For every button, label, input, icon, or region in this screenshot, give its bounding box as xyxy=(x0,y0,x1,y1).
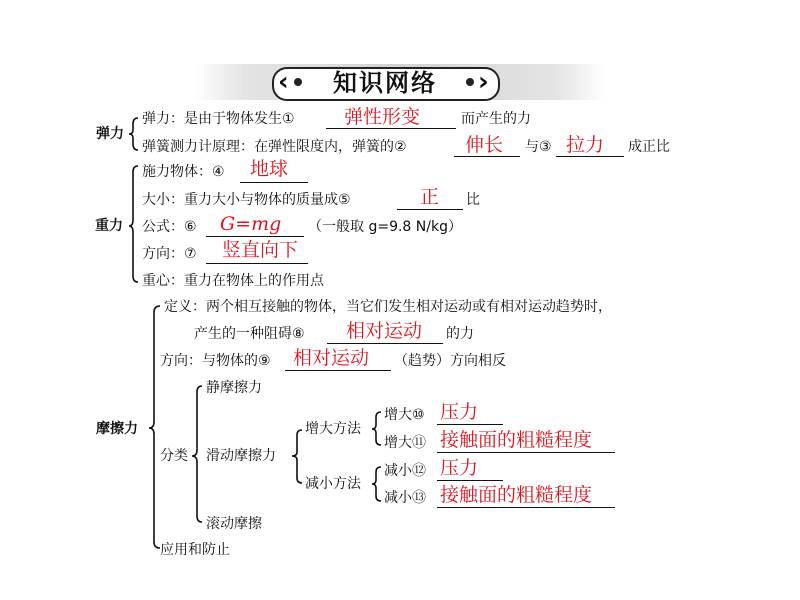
rolling-friction: 滚动摩擦 xyxy=(206,516,262,532)
answer-3: 拉力 xyxy=(566,134,605,156)
blank-9 xyxy=(285,370,391,371)
blank-10 xyxy=(437,424,503,425)
blank-12 xyxy=(437,480,503,481)
increase-1-prefix: 增大⑩ xyxy=(384,407,425,423)
static-friction: 静摩擦力 xyxy=(206,380,262,396)
answer-2: 伸长 xyxy=(465,134,504,156)
spring-principle-mid: 与③ xyxy=(525,139,552,155)
blank-13 xyxy=(437,507,615,508)
gravity-size-suffix: 比 xyxy=(466,192,480,208)
blank-4 xyxy=(240,182,308,183)
decrease-2-prefix: 减小⑬ xyxy=(384,490,426,506)
gravity-formula-prefix: 公式：⑥ xyxy=(142,219,197,235)
blank-5 xyxy=(397,209,463,210)
brace-sliding xyxy=(292,430,302,483)
friction-def-line2-suffix: 的力 xyxy=(446,326,474,342)
answer-6: G=mg xyxy=(220,213,282,235)
elastic-def-prefix: 弹力：是由于物体发生① xyxy=(142,111,295,127)
answer-12: 压力 xyxy=(440,457,479,479)
gravity-label: 重力 xyxy=(95,218,123,234)
answer-9: 相对运动 xyxy=(293,347,370,369)
blank-2 xyxy=(454,156,520,157)
brace-increase xyxy=(372,412,381,445)
decrease-methods: 减小方法 xyxy=(305,476,361,492)
brace-classify xyxy=(192,386,202,522)
elastic-def-suffix: 而产生的力 xyxy=(461,111,531,127)
gravity-formula-note: （一般取 g=9.8 N/kg） xyxy=(308,219,462,235)
friction-direction-suffix: （趋势）方向相反 xyxy=(394,353,506,369)
answer-1: 弹性形变 xyxy=(344,106,421,128)
answer-7: 竖直向下 xyxy=(222,239,299,261)
answer-4: 地球 xyxy=(250,158,289,180)
blank-1 xyxy=(326,128,456,129)
increase-2-prefix: 增大⑪ xyxy=(384,435,426,451)
answer-13: 接触面的粗糙程度 xyxy=(440,484,593,506)
banner-title: 知识网络 xyxy=(333,69,437,97)
blank-3 xyxy=(556,156,624,157)
answer-11: 接触面的粗糙程度 xyxy=(440,429,593,451)
blank-11 xyxy=(437,452,615,453)
brace-elastic xyxy=(129,118,138,150)
gravity-source-prefix: 施力物体：④ xyxy=(142,164,225,180)
friction-def-line2-prefix: 产生的一种阻碍⑧ xyxy=(194,326,305,342)
gravity-direction-prefix: 方向：⑦ xyxy=(142,246,197,262)
decrease-1-prefix: 减小⑫ xyxy=(384,463,426,479)
answer-5: 正 xyxy=(420,186,440,208)
chevron-left-icon: ‹ xyxy=(278,67,289,97)
gravity-center: 重心：重力在物体上的作用点 xyxy=(142,273,324,289)
blank-8 xyxy=(327,343,443,344)
spring-principle-suffix: 成正比 xyxy=(628,139,670,155)
increase-methods: 增大方法 xyxy=(305,421,361,437)
brace-gravity xyxy=(129,166,138,282)
friction-def-line1: 定义：两个相互接触的物体，当它们发生相对运动或有相对运动趋势时， xyxy=(164,299,612,315)
brace-decrease xyxy=(372,467,381,501)
elastic-label: 弹力 xyxy=(96,126,124,142)
blank-6 xyxy=(206,236,304,237)
friction-direction-prefix: 方向：与物体的⑨ xyxy=(160,353,271,369)
classify-label: 分类 xyxy=(160,448,188,464)
spring-principle-prefix: 弹簧测力计原理：在弹性限度内，弹簧的② xyxy=(142,139,407,155)
friction-label: 摩擦力 xyxy=(96,421,138,437)
brace-friction xyxy=(149,306,160,548)
answer-10: 压力 xyxy=(440,401,479,423)
gravity-size-prefix: 大小：重力大小与物体的质量成⑤ xyxy=(142,192,351,208)
chevron-right-icon: › xyxy=(478,67,489,97)
friction-application: 应用和防止 xyxy=(160,542,230,558)
blank-7 xyxy=(206,263,308,264)
answer-8: 相对运动 xyxy=(346,320,423,342)
sliding-friction: 滑动摩擦力 xyxy=(206,448,276,464)
